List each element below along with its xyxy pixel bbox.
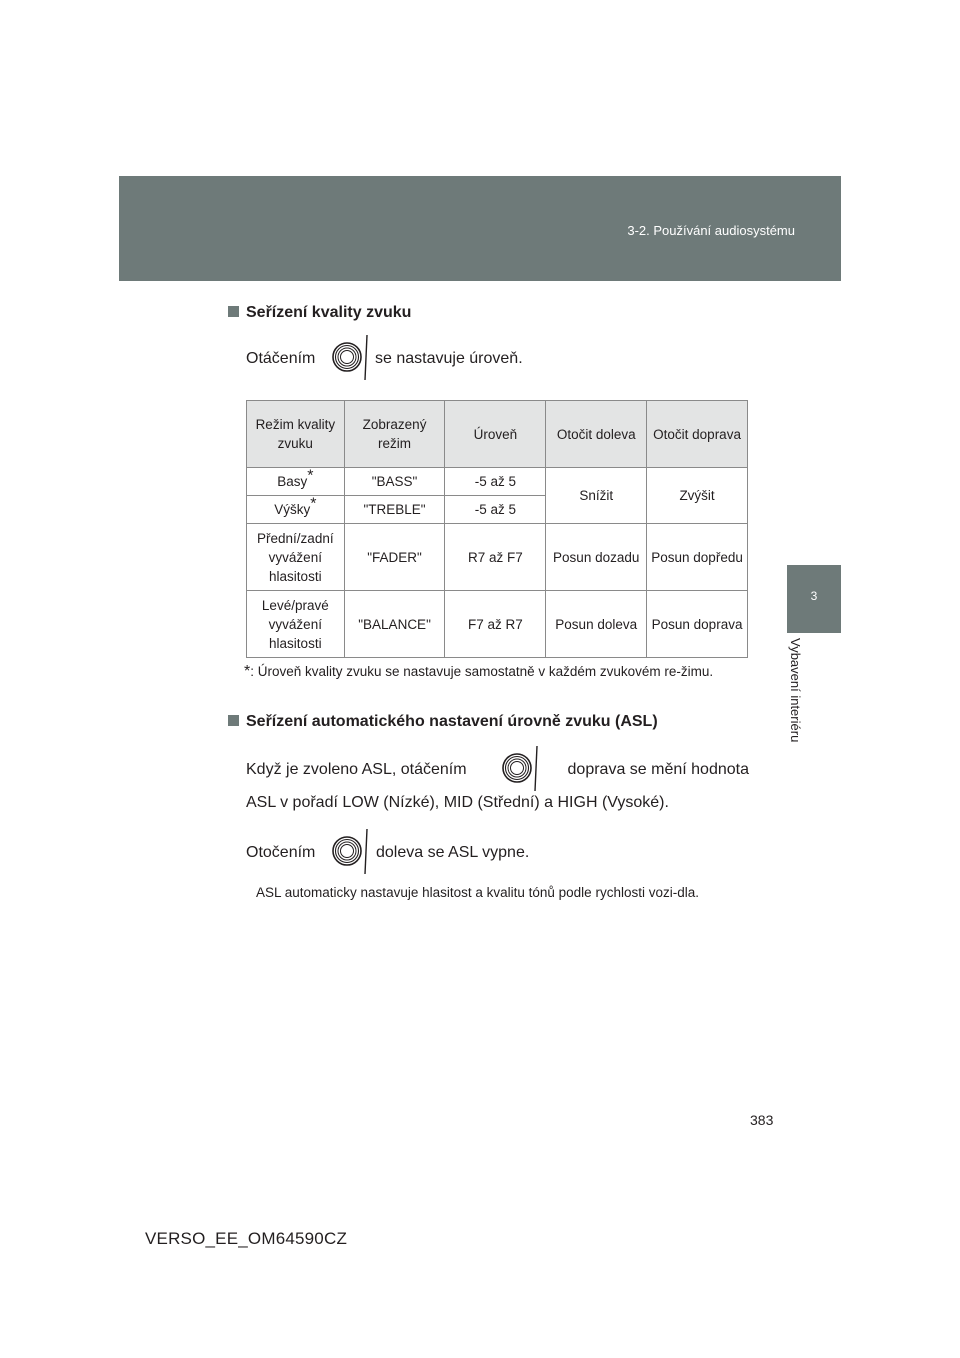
table-cell: Přední/zadní vyvážení hlasitosti <box>247 524 345 591</box>
tune-knob-icon <box>330 827 370 877</box>
chapter-number: 3 <box>810 589 818 603</box>
page-number: 383 <box>750 1112 774 1128</box>
table-row <box>247 591 748 658</box>
section-title: 3-2. Používání audiosystému <box>627 223 795 238</box>
table-cell-merged: Zvýšit <box>647 468 748 524</box>
heading-text: Seřízení automatického nastavení úrovně zvuku (ASL) <box>246 713 658 730</box>
table-footnote <box>244 662 750 682</box>
table-row <box>247 468 748 496</box>
heading-text: Seřízení kvality zvuku <box>246 304 412 321</box>
header-cell: Režim kvality zvuku <box>247 401 345 468</box>
table-cell: Posun doleva <box>546 591 647 658</box>
asl-line-3-cont <box>376 843 876 863</box>
asl-line-2 <box>246 793 746 813</box>
header-cell: Otočit doprava <box>647 401 748 468</box>
header-cell: Úroveň <box>445 401 546 468</box>
square-bullet-icon <box>228 306 239 317</box>
header-cell: Otočit doleva <box>546 401 647 468</box>
chapter-label <box>786 638 810 768</box>
text-after-knob: se nastavuje úroveň. <box>375 350 523 367</box>
table-cell: "TREBLE" <box>344 496 445 524</box>
section-heading-asl <box>228 713 658 731</box>
text-before-knob: Otočením <box>246 844 316 861</box>
text-before-knob: Když je zvoleno ASL, otáčením <box>246 761 467 778</box>
table-cell-merged: Snížit <box>546 468 647 524</box>
document-code: VERSO_EE_OM64590CZ <box>145 1229 348 1248</box>
footnote-mark: * <box>244 663 251 680</box>
table-cell: Basy* <box>247 468 345 496</box>
text-before-knob: Otáčením <box>246 350 316 367</box>
table-cell: "FADER" <box>344 524 445 591</box>
text-after-knob: doprava se mění hodnota <box>567 761 749 778</box>
header-cell: Zobrazený režim <box>344 401 445 468</box>
table-cell: Posun dozadu <box>546 524 647 591</box>
chapter-header-band <box>119 176 841 281</box>
text-after-knob: doleva se ASL vypne. <box>376 844 530 861</box>
asl-order-text: ASL v pořadí LOW (Nízké), MID (Střední) a HIGH (Vysoké). <box>246 794 669 811</box>
table-cell: Levé/pravé vyvážení hlasitosti <box>247 591 345 658</box>
table-cell: Posun dopředu <box>647 524 748 591</box>
table-cell: F7 až R7 <box>445 591 546 658</box>
table-row <box>247 524 748 591</box>
tune-knob-icon <box>330 333 370 383</box>
table-cell: R7 až F7 <box>445 524 546 591</box>
tune-knob-icon <box>500 744 540 794</box>
asl-line-1-cont <box>549 760 749 780</box>
chapter-label-text: Vybavení interiéru <box>788 638 803 743</box>
table-cell: "BALANCE" <box>344 591 445 658</box>
square-bullet-icon <box>228 715 239 726</box>
footnote-text: : Úroveň kvality zvuku se nastavuje samostatně v každém zvukovém re-žimu. <box>250 664 714 679</box>
section-heading-sound-quality <box>228 304 411 322</box>
chapter-tab <box>787 565 841 633</box>
table-header-row <box>247 401 748 468</box>
table-cell: -5 až 5 <box>445 468 546 496</box>
table-cell: Posun doprava <box>647 591 748 658</box>
table-cell: Výšky* <box>247 496 345 524</box>
instruction-line-1-cont <box>375 349 875 369</box>
asl-note: ASL automaticky nastavuje hlasitost a kvalitu tónů podle rychlosti vozi-dla. <box>256 885 699 900</box>
table-cell: -5 až 5 <box>445 496 546 524</box>
table-cell: "BASS" <box>344 468 445 496</box>
sound-quality-table <box>246 400 748 658</box>
